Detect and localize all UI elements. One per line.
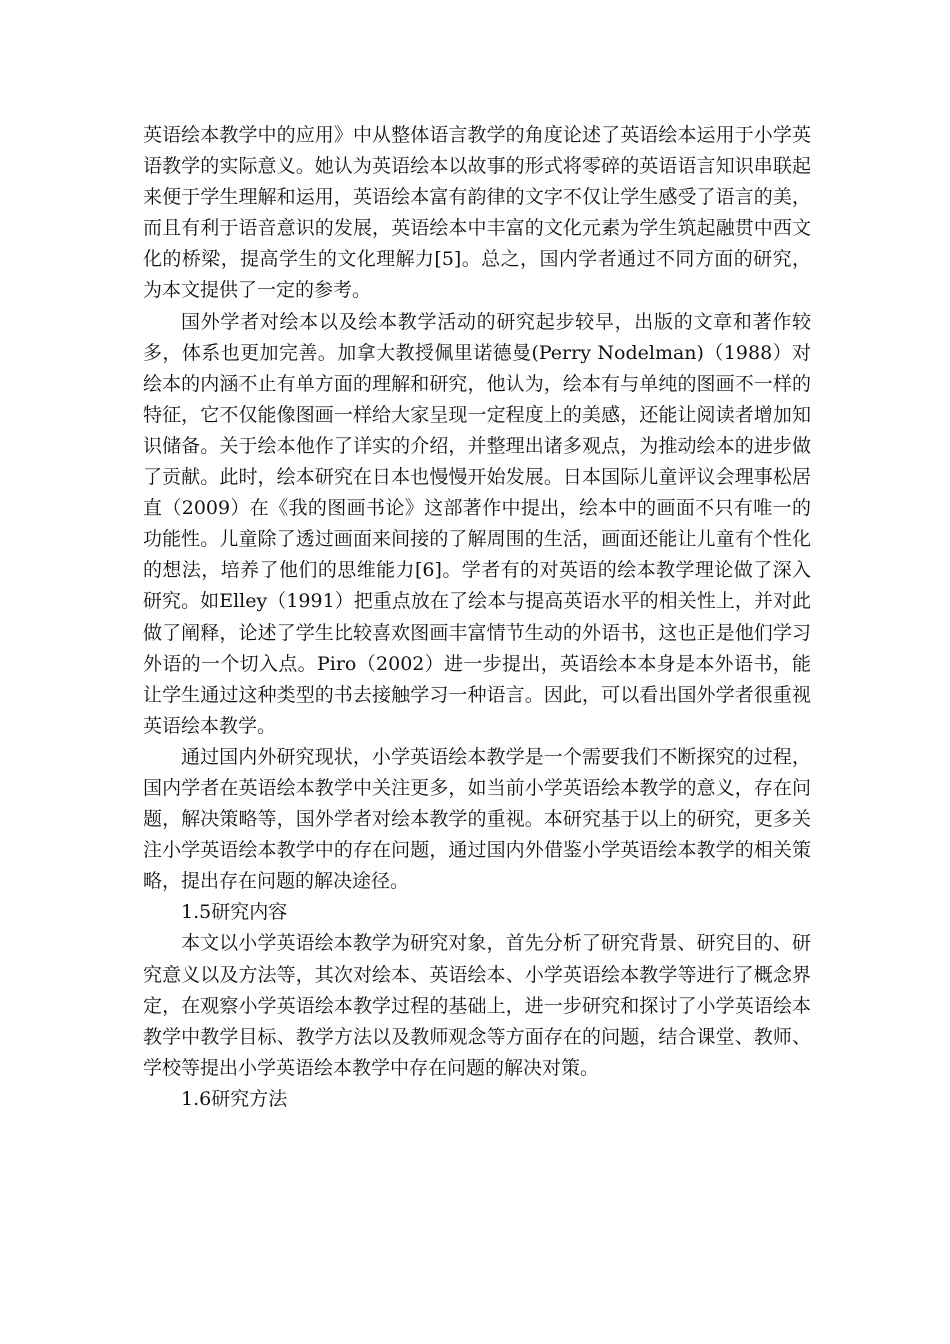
paragraph-research-content: 本文以小学英语绘本教学为研究对象，首先分析了研究背景、研究目的、研究意义以及方法等，其次对绘本、英语绘本、小学英语绘本教学等进行了概念界定，在观察小学英语绘本教学过程的基础上，进一步研究和探讨了小学英语绘本教学中教学目标、教学方法以及教师观念等方面存在的问题，结合课堂、教师、学校等提出小学英语绘本教学中存在问题的解决对策。 (143, 932, 811, 1079)
section-heading-research-method: 1.6研究方法 (181, 1087, 288, 1110)
body-text (143, 120, 811, 1115)
paragraph-foreign-research: 国外学者对绘本以及绘本教学活动的研究起步较早，出版的文章和著作较多，体系也更加完善。加拿大教授佩里诺德曼(Perry Nodelman)（1988）对绘本的内涵不止有单方面的理解和研究，他认为，绘本有与单纯的图画不一样的特征，它不仅能像图画一样给大家呈现一定程度上的美感，还能让阅读者增加知识储备。关于绘本他作了详实的介绍，并整理出诸多观点，为推动绘本的进步做了贡献。此时，绘本研究在日本也慢慢开始发展。日本国际儿童评议会理事松居直（2009）在《我的图画书论》这部著作中提出，绘本中的画面不只有唯一的功能性。儿童除了透过画面来间接的了解周围的生活，画面还能让儿童有个性化的想法，培养了他们的思维能力[6]。学者有的对英语的绘本教学理论做了深入研究。如Elley（1991）把重点放在了绘本与提高英语水平的相关性上，并对此做了阐释，论述了学生比较喜欢图画丰富情节生动的外语书，这也正是他们学习外语的一个切入点。Piro（2002）进一步提出，英语绘本本身是本外语书，能让学生通过这种类型的书去接触学习一种语言。因此，可以看出国外学者很重视英语绘本教学。 (143, 310, 811, 737)
paragraph-research-summary: 通过国内外研究现状，小学英语绘本教学是一个需要我们不断探究的过程，国内学者在英语绘本教学中关注更多，如当前小学英语绘本教学的意义，存在问题，解决策略等，国外学者对绘本教学的重视。本研究基于以上的研究，更多关注小学英语绘本教学中的存在问题，通过国内外借鉴小学英语绘本教学的相关策略，提出存在问题的解决途径。 (143, 745, 811, 893)
section-heading-research-content: 1.5研究内容 (181, 901, 288, 924)
paragraph-domestic-research: 英语绘本教学中的应用》中从整体语言教学的角度论述了英语绘本运用于小学英语教学的实际意义。她认为英语绘本以故事的形式将零碎的英语语言知识串联起来便于学生理解和运用，英语绘本富有韵律的文字不仅让学生感受了语言的美，而且有利于语音意识的发展，英语绘本中丰富的文化元素为学生筑起融贯中西文化的桥梁，提高学生的文化理解力[5]。总之，国内学者通过不同方面的研究，为本文提供了一定的参考。 (143, 124, 811, 302)
